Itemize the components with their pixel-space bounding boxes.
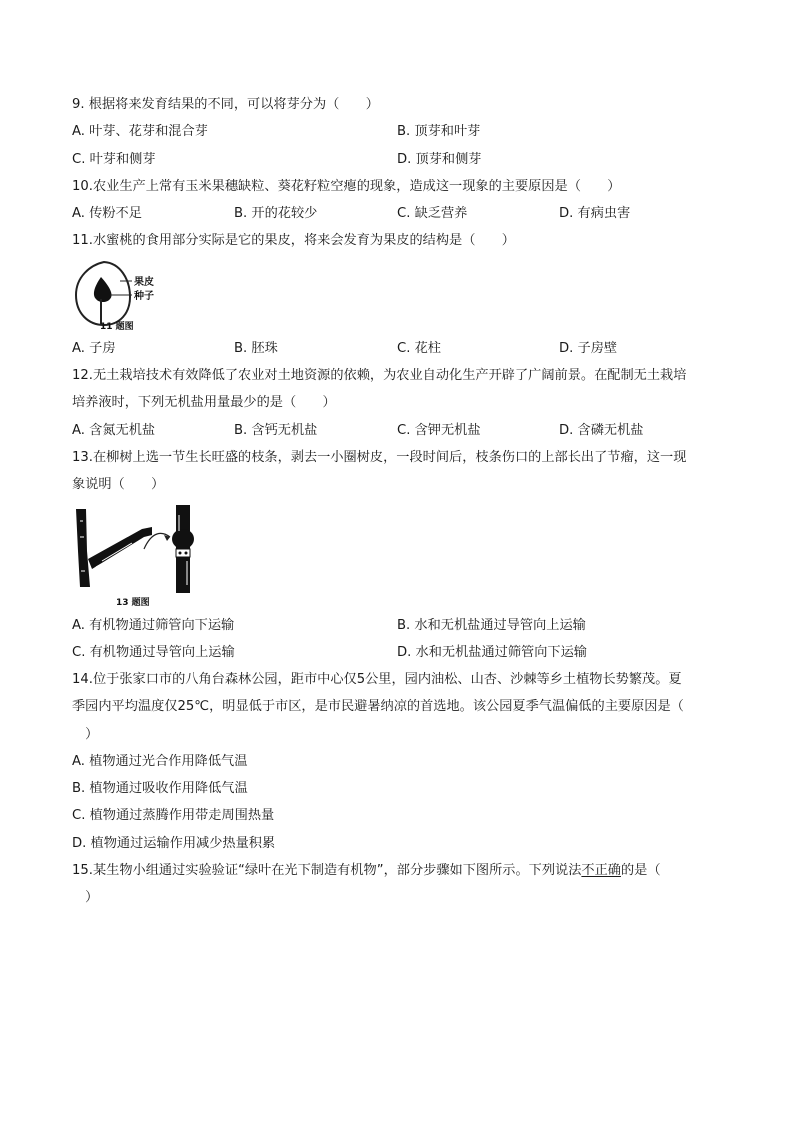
q14-option-c: C. 植物通过蒸腾作用带走周围热量 (72, 808, 275, 823)
q15-stem-underlined: 不正确 (581, 863, 621, 878)
q9-option-a: A. 叶芽、花芽和混合芽 (72, 124, 208, 139)
q11-option-c: C. 花柱 (397, 341, 441, 356)
q11-figure-caption: 11 题图 (100, 322, 134, 332)
q11-label-seed: 种子 (134, 291, 154, 302)
q14-option-b: B. 植物通过吸收作用降低气温 (72, 781, 248, 796)
q11-option-b: B. 胚珠 (234, 341, 278, 356)
q13-stem-line1: 13.在柳树上选一节生长旺盛的枝条，剥去一小圈树皮，一段时间后，枝条伤口的上部长出了节瘤，这一现 (72, 450, 687, 465)
q10-option-a: A. 传粉不足 (72, 206, 142, 221)
q9-option-c: C. 叶芽和侧芽 (72, 152, 156, 167)
q13-figure-caption: 13 题图 (116, 598, 150, 608)
q15-stem-line1 (72, 862, 661, 880)
q12-option-c: C. 含钾无机盐 (397, 423, 481, 438)
q9-stem: 9. 根据将来发育结果的不同，可以将芽分为（ ） (72, 97, 379, 112)
q12-option-a: A. 含氮无机盐 (72, 423, 156, 438)
q14-stem-line2: 季园内平均温度仅25℃，明显低于市区，是市民避暑纳凉的首选地。该公园夏季气温偏低的主要原因是（ (72, 699, 684, 714)
q14-stem-line3: ） (72, 727, 99, 742)
q11-label-pericarp: 果皮 (134, 277, 154, 288)
q11-option-a: A. 子房 (72, 341, 116, 356)
q13-branch-figure (72, 501, 212, 611)
q15-stem-line2: ） (72, 890, 99, 905)
q12-stem-line2: 培养液时，下列无机盐用量最少的是（ ） (72, 395, 336, 410)
q13-option-c: C. 有机物通过导管向上运输 (72, 645, 235, 660)
q13-option-a: A. 有机物通过筛管向下运输 (72, 618, 235, 633)
q15-stem-part2: 的是（ (620, 863, 661, 878)
q12-option-b: B. 含钙无机盐 (234, 423, 318, 438)
q11-option-d: D. 子房壁 (559, 341, 618, 356)
q12-option-d: D. 含磷无机盐 (559, 423, 644, 438)
q11-stem: 11.水蜜桃的食用部分实际是它的果皮，将来会发育为果皮的结构是（ ） (72, 233, 515, 248)
q14-stem-line1: 14.位于张家口市的八角台森林公园，距市中心仅5公里，园内油松、山杏、沙棘等乡土植物长势繁茂。夏 (72, 672, 682, 687)
q9-option-d: D. 顶芽和侧芽 (397, 152, 482, 167)
q12-stem-line1: 12.无土栽培技术有效降低了农业对土地资源的依赖，为农业自动化生产开辟了广阔前景。在配制无土栽培 (72, 368, 687, 383)
q13-option-d: D. 水和无机盐通过筛管向下运输 (397, 645, 587, 660)
q9-option-b: B. 顶芽和叶芽 (397, 124, 481, 139)
q14-option-a: A. 植物通过光合作用降低气温 (72, 754, 248, 769)
q14-option-d: D. 植物通过运输作用减少热量积累 (72, 836, 276, 851)
q13-option-b: B. 水和无机盐通过导管向上运输 (397, 618, 586, 633)
q11-peach-figure (72, 259, 172, 333)
q10-option-c: C. 缺乏营养 (397, 206, 468, 221)
q10-option-b: B. 开的花较少 (234, 206, 318, 221)
q13-stem-line2: 象说明（ ） (72, 477, 165, 492)
q15-stem-part1: 15.某生物小组通过实验验证“绿叶在光下制造有机物”，部分步骤如下图所示。下列说法 (72, 863, 582, 878)
q10-stem: 10.农业生产上常有玉米果穗缺粒、葵花籽粒空瘪的现象，造成这一现象的主要原因是（ ） (72, 179, 621, 194)
q10-option-d: D. 有病虫害 (559, 206, 631, 221)
